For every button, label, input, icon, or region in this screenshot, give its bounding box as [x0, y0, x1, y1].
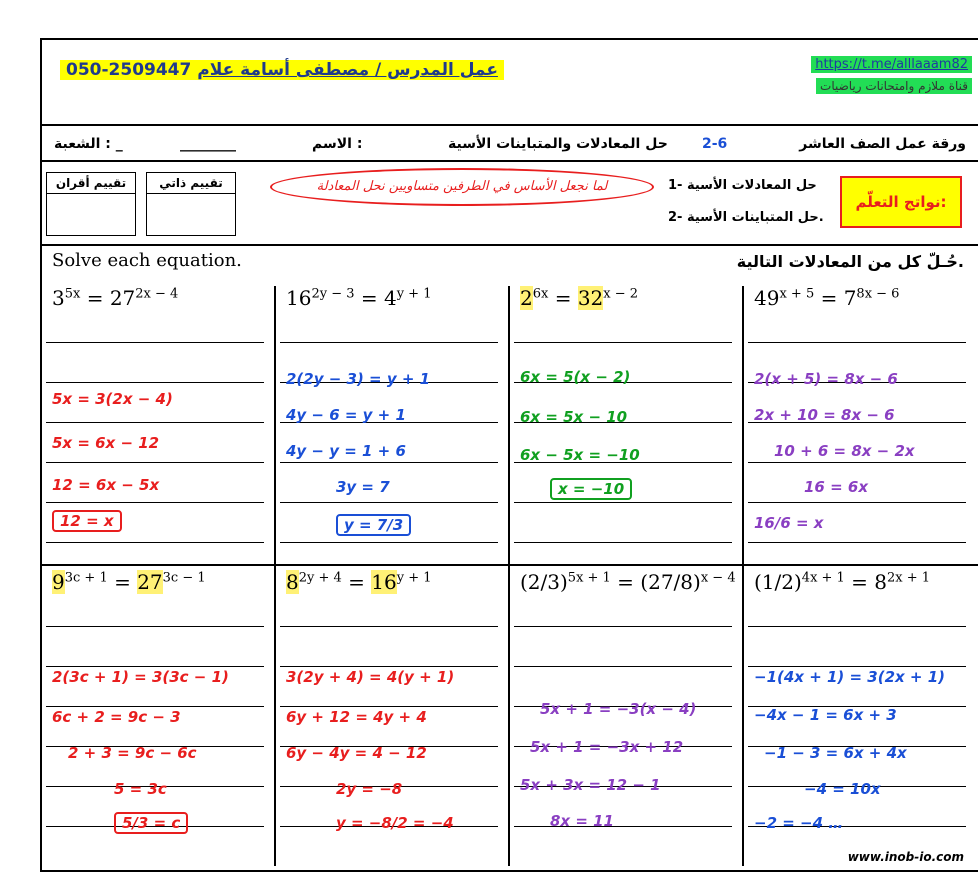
handwritten-note: لما نجعل الأساس في الطرفين متساويين نحل المعادلة [270, 168, 654, 206]
name-blank[interactable]: ________ [180, 136, 236, 152]
problem-equation: $49^{x + 5} = 7^{8x - 6}$ [754, 286, 900, 310]
work-line: 6y − 4y = 4 − 12 [286, 744, 427, 762]
work-line: 10 + 6 = 8x − 2x [774, 442, 915, 460]
final-answer: 12 = x [52, 512, 122, 530]
answer-line [280, 542, 498, 543]
work-line: 2 + 3 = 9c − 6c [68, 744, 197, 762]
teacher-phone: 050-2509447 [66, 60, 192, 80]
work-line: −4x − 1 = 6x + 3 [754, 706, 897, 724]
problem-7 [510, 568, 740, 846]
work-line: 5x = 6x − 12 [52, 434, 160, 452]
outcomes-label: نواتج التعلّم: [840, 176, 962, 228]
work-line: 5x = 3(2x − 4) [52, 390, 173, 408]
section-label: الشعبة : _ [54, 136, 123, 152]
work-line: 8x = 11 [550, 812, 614, 830]
answer-line [280, 706, 498, 707]
self-eval-label: تقييم ذاتي [147, 173, 235, 194]
work-line: 3y = 7 [336, 478, 390, 496]
answer-line [46, 666, 264, 667]
answer-line [748, 462, 966, 463]
problem-equation: $3^{5x} = 27^{2x - 4}$ [52, 286, 179, 310]
answer-line [46, 382, 264, 383]
answer-line [748, 666, 966, 667]
answer-line [46, 626, 264, 627]
title-row [42, 126, 978, 162]
work-line: −1(4x + 1) = 3(2x + 1) [754, 668, 946, 686]
work-line: 2y = −8 [336, 780, 403, 798]
channel-desc: قناة ملازم وامتحانات رياضيات [816, 78, 972, 94]
answer-line [46, 706, 264, 707]
work-line: 16 = 6x [804, 478, 868, 496]
answer-line [514, 502, 732, 503]
peer-eval-box[interactable] [46, 172, 136, 236]
final-answer: y = −8/2 = −4 [336, 814, 454, 832]
work-line: −2 = −4 … [754, 814, 844, 832]
footer-url[interactable]: www.inob-io.com [847, 850, 964, 864]
answer-line [46, 462, 264, 463]
header [42, 40, 978, 126]
answer-line [514, 826, 732, 827]
work-line: 4y − 6 = y + 1 [286, 406, 406, 424]
answer-line [748, 502, 966, 503]
work-line: 5x + 1 = −3x + 12 [530, 738, 684, 756]
problems-grid [42, 284, 978, 870]
work-line: 5x + 1 = −3(x − 4) [540, 700, 697, 718]
problem-equation: $(2/3)^{5x + 1} = (27/8)^{x - 4}$ [520, 570, 736, 594]
answer-line [514, 626, 732, 627]
peer-eval-label: تقييم أقران [47, 173, 135, 194]
teacher-label: عمل المدرس / مصطفى أسامة علام [197, 60, 498, 80]
answer-line [280, 342, 498, 343]
work-line: 6c + 2 = 9c − 3 [52, 708, 181, 726]
answer-line [748, 626, 966, 627]
self-eval-box[interactable] [146, 172, 236, 236]
answer-line [46, 542, 264, 543]
answer-line [514, 342, 732, 343]
work-line: 4y − y = 1 + 6 [286, 442, 406, 460]
lesson-number: 2-6 [702, 136, 728, 152]
instructions-ar: حُـلّ كل من المعادلات التالية. [736, 252, 964, 271]
work-line: 6x − 5x = −10 [520, 446, 640, 464]
final-answer: y = 7/3 [336, 516, 411, 534]
answer-line [280, 666, 498, 667]
work-line: −4 = 10x [804, 780, 881, 798]
problem-equation: $16^{2y - 3} = 4^{y + 1}$ [286, 286, 432, 310]
outcome-2: 2- حل المتباينات الأسية. [668, 210, 824, 225]
worksheet-frame [40, 38, 978, 872]
answer-line [46, 422, 264, 423]
work-line: −1 − 3 = 6x + 4x [764, 744, 907, 762]
problem-5 [42, 568, 272, 846]
answer-line [46, 502, 264, 503]
outcome-1: 1- حل المعادلات الأسية [668, 178, 817, 193]
work-line: 3(2y + 4) = 4(y + 1) [286, 668, 455, 686]
work-line: 6x = 5x − 10 [520, 408, 628, 426]
answer-line [280, 626, 498, 627]
final-answer: 16/6 = x [754, 514, 824, 532]
answer-line [280, 462, 498, 463]
work-line: 2(3c + 1) = 3(3c − 1) [52, 668, 229, 686]
problem-equation: $2^{6x} = 32^{x - 2}$ [520, 286, 639, 310]
problem-equation: $9^{3c + 1} = 27^{3c - 1}$ [52, 570, 206, 594]
lesson-title: حل المعادلات والمتباينات الأسية [448, 136, 668, 152]
grade-label: ورقة عمل الصف العاشر [799, 136, 966, 152]
problem-6 [276, 568, 506, 846]
work-line: 2(2y − 3) = y + 1 [286, 370, 431, 388]
answer-line [280, 502, 498, 503]
problem-1 [42, 284, 272, 562]
final-answer: 5/3 = c [114, 814, 188, 832]
channel-link[interactable]: https://t.me/alllaaam82 [811, 56, 972, 73]
problem-3 [510, 284, 740, 562]
answer-line [514, 542, 732, 543]
teacher-credit [60, 60, 504, 80]
work-line: 6y + 12 = 4y + 4 [286, 708, 427, 726]
work-line: 6x = 5(x − 2) [520, 368, 631, 386]
work-line: 5 = 3c [114, 780, 167, 798]
answer-line [46, 342, 264, 343]
problem-8 [744, 568, 974, 846]
answer-line [748, 542, 966, 543]
instructions-en: Solve each equation. [52, 250, 242, 271]
work-line: 2(x + 5) = 8x − 6 [754, 370, 898, 388]
work-line: 5x + 3x = 12 − 1 [520, 776, 661, 794]
problem-2 [276, 284, 506, 562]
final-answer: x = −10 [550, 480, 632, 498]
outcomes-row [42, 162, 978, 246]
problem-4 [744, 284, 974, 562]
answer-line [514, 666, 732, 667]
problem-equation: $(1/2)^{4x + 1} = 8^{2x + 1}$ [754, 570, 931, 594]
work-line: 12 = 6x − 5x [52, 476, 160, 494]
name-label: الاسم : [312, 136, 363, 152]
problem-equation: $8^{2y + 4} = 16^{y + 1}$ [286, 570, 432, 594]
work-line: 2x + 10 = 8x − 6 [754, 406, 895, 424]
divider [42, 564, 978, 566]
answer-line [748, 342, 966, 343]
